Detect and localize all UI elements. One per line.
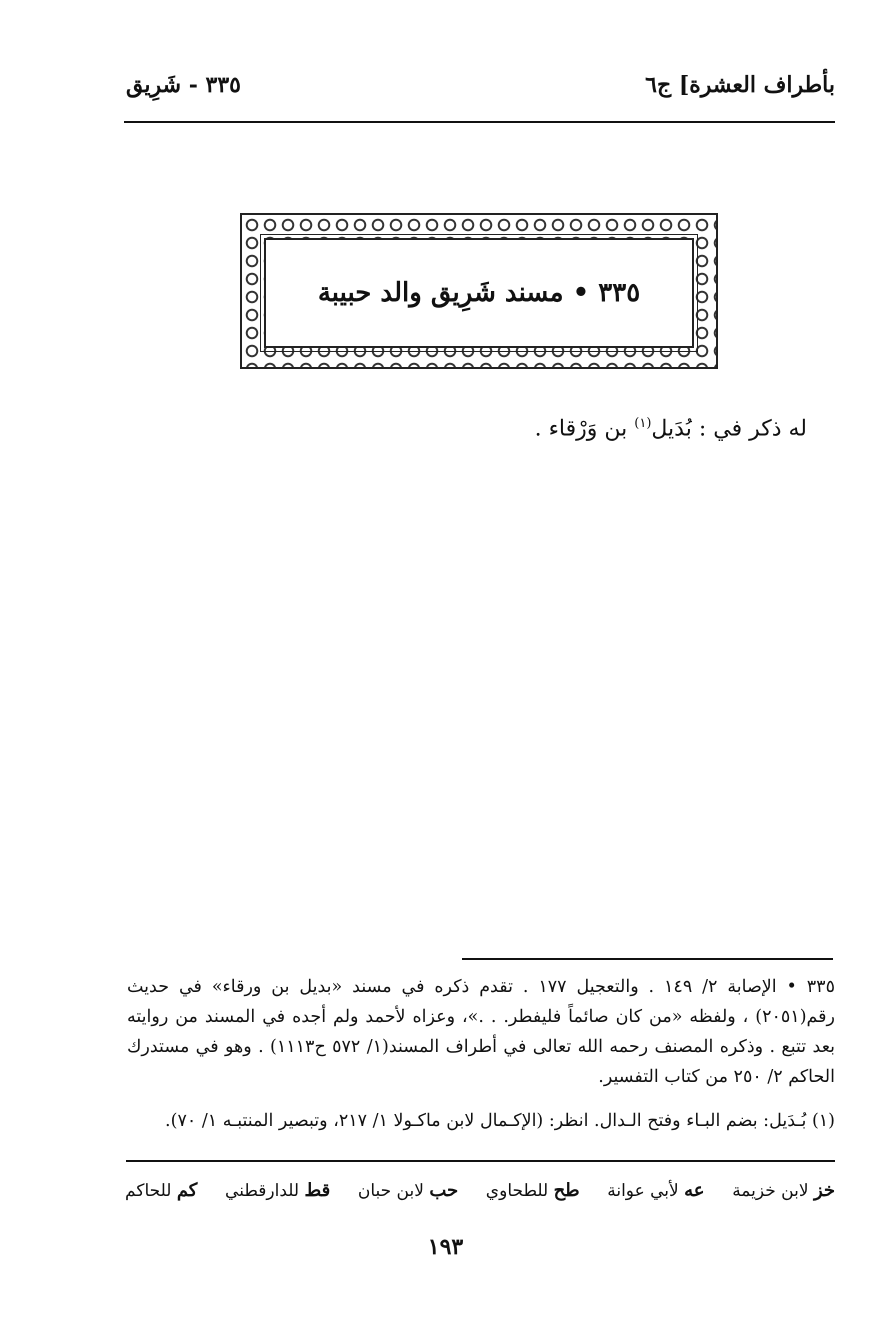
chapter-title: ٣٣٥ • مسند شَرِيق والد حبيبة <box>317 278 641 308</box>
body-text-after: بن وَرْقاء . <box>534 416 635 442</box>
header-divider <box>124 121 835 123</box>
abbreviations-legend <box>125 1180 835 1201</box>
abbreviation-item <box>225 1180 330 1201</box>
abbreviation-code: عه <box>684 1180 705 1201</box>
abbreviation-item <box>486 1180 580 1201</box>
running-head-book-title: بأطراف العشرة] ج٦ <box>645 72 835 98</box>
footnote-1: (١) بُـدَيل: بضم البـاء وفتح الـدال. انظر: (الإكـمال لابن ماكـولا ١/ ٢١٧، وتبصير المنتبـه ١/ ٧٠). <box>165 1111 835 1131</box>
abbreviation-meaning: لابن حبان <box>357 1181 424 1201</box>
abbreviation-code: خز <box>813 1180 835 1201</box>
abbreviations-divider <box>126 1160 835 1162</box>
abbreviation-item <box>732 1180 835 1201</box>
abbreviation-meaning: للحاكم <box>125 1181 172 1201</box>
abbreviation-item <box>125 1180 197 1201</box>
footnote-divider <box>462 958 833 960</box>
abbreviation-meaning: لابن خزيمة <box>732 1181 809 1201</box>
body-text-before: له ذكر في : بُدَيل <box>651 416 807 442</box>
abbreviation-meaning: للدارقطني <box>225 1181 300 1201</box>
abbreviation-code: حب <box>429 1180 459 1201</box>
abbreviation-meaning: للطحاوي <box>485 1181 549 1201</box>
abbreviation-item <box>607 1180 704 1201</box>
abbreviation-meaning: لأبي عوانة <box>607 1181 679 1201</box>
abbreviation-item <box>358 1180 458 1201</box>
footnote-335: ٣٣٥ • الإصابة ٢/ ١٤٩ . والتعجيل ١٧٧ . تقدم ذكره في مسند «بديل بن ورقاء» في حديث رقم(٢٠٥١) ، ولفظه «من كان صائماً فليفطر. . .»، وعزاه لأحمد ولم أجده في المسند من روايته بعد تتبع . وذكره المصنف رحمه الله تعالى في أطراف المسند(١/ ٥٧٢ ح١١١٣) . وهو في مستدرك الحاكم ٢/ ٢٥٠ من كتاب التفسير. <box>127 977 836 1087</box>
abbreviation-code: قط <box>304 1180 331 1201</box>
footnote-marker: (١) <box>634 416 652 431</box>
abbreviation-code: كم <box>176 1180 198 1201</box>
abbreviation-code: طح <box>553 1180 580 1201</box>
running-head-section-title: ٣٣٥ - شَرِيق <box>126 72 241 98</box>
body-text <box>535 416 807 441</box>
page-number: ١٩٣ <box>427 1234 464 1260</box>
